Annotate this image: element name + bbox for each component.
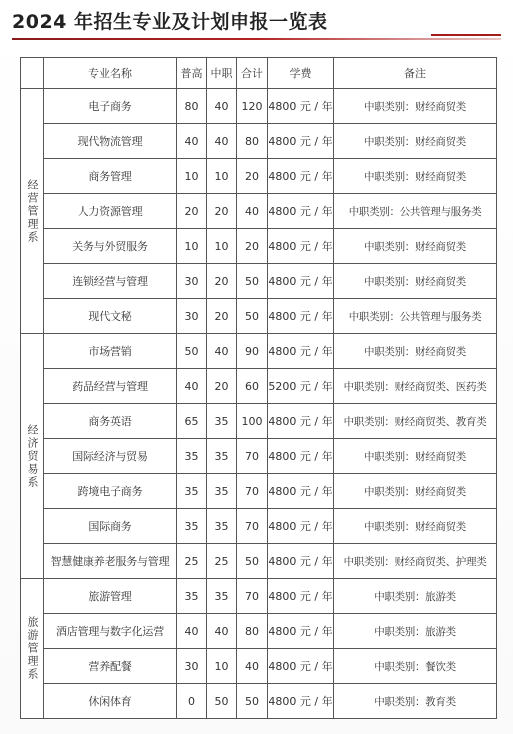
tuition-fee-cell: 4800 元 / 年 xyxy=(268,89,334,124)
total-count-cell: 70 xyxy=(237,579,268,614)
table-row xyxy=(21,299,497,334)
total-count-cell: 20 xyxy=(237,159,268,194)
major-cell: 现代物流管理 xyxy=(44,124,177,159)
vocational-count-cell: 20 xyxy=(207,264,237,299)
vocational-count-cell: 40 xyxy=(207,124,237,159)
tuition-fee-cell: 4800 元 / 年 xyxy=(268,124,334,159)
header-total: 合计 xyxy=(237,58,268,89)
general-count-cell: 35 xyxy=(177,439,207,474)
vocational-count-cell: 35 xyxy=(207,474,237,509)
total-count-cell: 120 xyxy=(237,89,268,124)
vocational-count-cell: 20 xyxy=(207,194,237,229)
general-count-cell: 30 xyxy=(177,299,207,334)
general-count-cell: 65 xyxy=(177,404,207,439)
table-row xyxy=(21,474,497,509)
major-cell: 电子商务 xyxy=(44,89,177,124)
total-count-cell: 20 xyxy=(237,229,268,264)
header-fee: 学费 xyxy=(268,58,334,89)
header-vocational: 中职 xyxy=(207,58,237,89)
major-cell: 商务管理 xyxy=(44,159,177,194)
table-row xyxy=(21,229,497,264)
table-header-row xyxy=(21,58,497,89)
department-name: 经营管理系 xyxy=(26,178,39,244)
remark-cell: 中职类别：财经商贸类、医药类 xyxy=(334,369,497,404)
general-count-cell: 25 xyxy=(177,544,207,579)
total-count-cell: 50 xyxy=(237,684,268,719)
vocational-count-cell: 25 xyxy=(207,544,237,579)
header-major: 专业名称 xyxy=(44,58,177,89)
remark-cell: 中职类别：教育类 xyxy=(334,684,497,719)
remark-cell: 中职类别：旅游类 xyxy=(334,614,497,649)
vocational-count-cell: 50 xyxy=(207,684,237,719)
department-cell xyxy=(21,334,44,579)
remark-cell: 中职类别：财经商贸类 xyxy=(334,89,497,124)
table-row xyxy=(21,614,497,649)
total-count-cell: 100 xyxy=(237,404,268,439)
page-title: 2024 年招生专业及计划申报一览表 xyxy=(12,11,328,33)
major-cell: 旅游管理 xyxy=(44,579,177,614)
major-cell: 智慧健康养老服务与管理 xyxy=(44,544,177,579)
department-cell xyxy=(21,579,44,719)
major-cell: 跨境电子商务 xyxy=(44,474,177,509)
general-count-cell: 35 xyxy=(177,474,207,509)
table-body xyxy=(21,89,497,719)
tuition-fee-cell: 4800 元 / 年 xyxy=(268,509,334,544)
tuition-fee-cell: 4800 元 / 年 xyxy=(268,579,334,614)
table-row xyxy=(21,159,497,194)
remark-cell: 中职类别：财经商贸类 xyxy=(334,509,497,544)
table-row xyxy=(21,124,497,159)
table-row xyxy=(21,369,497,404)
vocational-count-cell: 35 xyxy=(207,404,237,439)
tuition-fee-cell: 5200 元 / 年 xyxy=(268,369,334,404)
general-count-cell: 35 xyxy=(177,579,207,614)
vocational-count-cell: 35 xyxy=(207,579,237,614)
table-row xyxy=(21,649,497,684)
major-cell: 现代文秘 xyxy=(44,299,177,334)
remark-cell: 中职类别：公共管理与服务类 xyxy=(334,194,497,229)
remark-cell: 中职类别：财经商贸类、护理类 xyxy=(334,544,497,579)
remark-cell: 中职类别：财经商贸类 xyxy=(334,439,497,474)
table-row xyxy=(21,334,497,369)
table-row xyxy=(21,264,497,299)
vocational-count-cell: 20 xyxy=(207,369,237,404)
major-cell: 市场营销 xyxy=(44,334,177,369)
total-count-cell: 50 xyxy=(237,544,268,579)
total-count-cell: 90 xyxy=(237,334,268,369)
general-count-cell: 10 xyxy=(177,159,207,194)
tuition-fee-cell: 4800 元 / 年 xyxy=(268,649,334,684)
tuition-fee-cell: 4800 元 / 年 xyxy=(268,229,334,264)
remark-cell: 中职类别：财经商贸类 xyxy=(334,159,497,194)
table-row xyxy=(21,89,497,124)
remark-cell: 中职类别：财经商贸类 xyxy=(334,124,497,159)
major-cell: 人力资源管理 xyxy=(44,194,177,229)
department-name: 经济贸易系 xyxy=(26,423,39,489)
title-underline xyxy=(12,38,501,40)
total-count-cell: 80 xyxy=(237,614,268,649)
major-cell: 关务与外贸服务 xyxy=(44,229,177,264)
tuition-fee-cell: 4800 元 / 年 xyxy=(268,404,334,439)
general-count-cell: 80 xyxy=(177,89,207,124)
department-cell xyxy=(21,89,44,334)
enrollment-table-container xyxy=(20,57,496,719)
general-count-cell: 20 xyxy=(177,194,207,229)
department-name: 旅游管理系 xyxy=(26,616,39,681)
remark-cell: 中职类别：财经商贸类 xyxy=(334,229,497,264)
tuition-fee-cell: 4800 元 / 年 xyxy=(268,614,334,649)
table-row xyxy=(21,684,497,719)
table-row xyxy=(21,194,497,229)
remark-cell: 中职类别：财经商贸类 xyxy=(334,334,497,369)
vocational-count-cell: 35 xyxy=(207,509,237,544)
major-cell: 营养配餐 xyxy=(44,649,177,684)
tuition-fee-cell: 4800 元 / 年 xyxy=(268,194,334,229)
vocational-count-cell: 10 xyxy=(207,229,237,264)
vocational-count-cell: 40 xyxy=(207,89,237,124)
remark-cell: 中职类别：旅游类 xyxy=(334,579,497,614)
header-department xyxy=(21,58,44,89)
vocational-count-cell: 20 xyxy=(207,299,237,334)
tuition-fee-cell: 4800 元 / 年 xyxy=(268,299,334,334)
major-cell: 药品经营与管理 xyxy=(44,369,177,404)
tuition-fee-cell: 4800 元 / 年 xyxy=(268,474,334,509)
general-count-cell: 40 xyxy=(177,369,207,404)
vocational-count-cell: 10 xyxy=(207,649,237,684)
header-remark: 备注 xyxy=(334,58,497,89)
tuition-fee-cell: 4800 元 / 年 xyxy=(268,264,334,299)
vocational-count-cell: 40 xyxy=(207,614,237,649)
total-count-cell: 80 xyxy=(237,124,268,159)
tuition-fee-cell: 4800 元 / 年 xyxy=(268,684,334,719)
major-cell: 国际经济与贸易 xyxy=(44,439,177,474)
vocational-count-cell: 10 xyxy=(207,159,237,194)
remark-cell: 中职类别：财经商贸类 xyxy=(334,474,497,509)
table-row xyxy=(21,509,497,544)
general-count-cell: 40 xyxy=(177,614,207,649)
major-cell: 休闲体育 xyxy=(44,684,177,719)
general-count-cell: 50 xyxy=(177,334,207,369)
tuition-fee-cell: 4800 元 / 年 xyxy=(268,439,334,474)
remark-cell: 中职类别：餐饮类 xyxy=(334,649,497,684)
total-count-cell: 70 xyxy=(237,474,268,509)
vocational-count-cell: 35 xyxy=(207,439,237,474)
header-general: 普高 xyxy=(177,58,207,89)
table-row xyxy=(21,404,497,439)
table-row xyxy=(21,544,497,579)
vocational-count-cell: 40 xyxy=(207,334,237,369)
remark-cell: 中职类别：财经商贸类 xyxy=(334,264,497,299)
total-count-cell: 70 xyxy=(237,439,268,474)
total-count-cell: 60 xyxy=(237,369,268,404)
total-count-cell: 40 xyxy=(237,649,268,684)
general-count-cell: 30 xyxy=(177,264,207,299)
major-cell: 国际商务 xyxy=(44,509,177,544)
major-cell: 连锁经营与管理 xyxy=(44,264,177,299)
remark-cell: 中职类别：财经商贸类、教育类 xyxy=(334,404,497,439)
general-count-cell: 10 xyxy=(177,229,207,264)
tuition-fee-cell: 4800 元 / 年 xyxy=(268,544,334,579)
major-cell: 酒店管理与数字化运营 xyxy=(44,614,177,649)
tuition-fee-cell: 4800 元 / 年 xyxy=(268,159,334,194)
general-count-cell: 35 xyxy=(177,509,207,544)
general-count-cell: 30 xyxy=(177,649,207,684)
total-count-cell: 70 xyxy=(237,509,268,544)
remark-cell: 中职类别：公共管理与服务类 xyxy=(334,299,497,334)
table-row xyxy=(21,439,497,474)
title-underline-accent xyxy=(431,34,501,36)
enrollment-table xyxy=(20,57,497,719)
total-count-cell: 50 xyxy=(237,299,268,334)
table-row xyxy=(21,579,497,614)
general-count-cell: 0 xyxy=(177,684,207,719)
total-count-cell: 40 xyxy=(237,194,268,229)
tuition-fee-cell: 4800 元 / 年 xyxy=(268,334,334,369)
total-count-cell: 50 xyxy=(237,264,268,299)
general-count-cell: 40 xyxy=(177,124,207,159)
major-cell: 商务英语 xyxy=(44,404,177,439)
